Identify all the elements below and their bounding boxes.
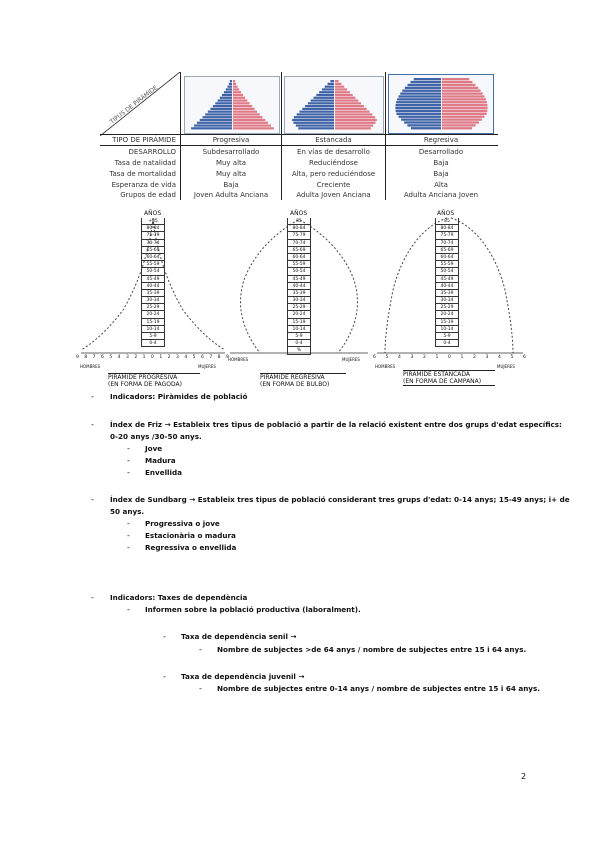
pyramid-bar-men: [222, 94, 232, 96]
axis-tick-label: 3: [485, 355, 489, 360]
pyr2-women-label: MUJERES: [342, 357, 360, 362]
axis-tick-label: 8: [84, 355, 88, 360]
pyramid-bar-women: [233, 86, 238, 88]
pyramid-bar-women: [233, 80, 235, 82]
cell: Reduciéndose: [309, 159, 358, 167]
friz-item-envellida: Envellida: [145, 468, 182, 477]
bullet-dash: -: [199, 684, 202, 693]
axis-tick-label: 8: [217, 355, 221, 360]
age-label: 30-34: [141, 297, 165, 304]
age-label: 65-69: [287, 247, 311, 254]
age-label: 10-14: [141, 326, 165, 333]
age-label: 75-79: [287, 232, 311, 239]
pyramid-bar-men: [224, 91, 232, 93]
axis-tick-label: 7: [92, 355, 96, 360]
axis-tick-label: 3: [410, 355, 414, 360]
bullet-sundbarg-line1: Índex de Sundbarg → Estableix tres tipus de població considerant tres grups d'edat: 0-14 anys; 15-49 anys; i+ de: [110, 495, 570, 504]
age-label: 15-19: [287, 319, 311, 326]
pyramid-bar-women: [233, 102, 250, 104]
pyr3-header: AÑOS: [437, 210, 455, 217]
pyramid-bar-men: [399, 95, 441, 97]
pyramid-bar-women: [233, 116, 262, 118]
bullet-dash: -: [163, 632, 166, 641]
pyr2-header: AÑOS: [290, 210, 308, 217]
pyramid-bar-women: [442, 121, 479, 123]
age-label: 20-24: [435, 311, 459, 318]
pyramid-bar-men: [294, 116, 334, 118]
pyramid-estancada: [375, 210, 525, 370]
pyramid-bar-women: [335, 105, 364, 107]
pyramid-bar-men: [404, 121, 441, 123]
pyramid-bar-women: [442, 127, 472, 129]
pyramid-regresiva: [230, 210, 368, 370]
pyr1-women-label: MUJERES: [198, 364, 216, 369]
bullet-dash: -: [127, 543, 130, 552]
age-label: 80-84: [435, 225, 459, 232]
axis-tick-label: 5: [385, 355, 389, 360]
pyramid-bar-men: [218, 99, 232, 101]
axis-tick-label: 9: [226, 355, 229, 360]
pyramid-bar-women: [442, 124, 476, 126]
pyr3-caption-line2: (EN FORMA DE CAMPANA): [403, 378, 482, 385]
juvenil-definition: Nombre de subjectes entre 0-14 anys / nombre de subjectes entre 15 i 64 anys.: [217, 684, 541, 693]
table-rule: [180, 72, 181, 200]
pyramid-bar-women: [335, 111, 370, 113]
pyr1-axis: [78, 355, 228, 363]
pyr2-caption-box: [260, 373, 346, 388]
bullet-taxes: Indicadors: Taxes de dependència: [110, 593, 248, 602]
pyramid-bar-men: [325, 86, 334, 88]
pyramid-bar-men: [316, 94, 334, 96]
senil-title: Taxa de dependència senil →: [181, 632, 297, 641]
pyramid-bar-women: [233, 99, 247, 101]
pyramid-bar-men: [401, 118, 441, 120]
pyramid-bar-women: [442, 118, 482, 120]
cell: Baja: [223, 181, 239, 189]
pyramid-bar-men: [200, 119, 232, 121]
pyramid-bar-men: [399, 116, 441, 118]
axis-tick-label: 3: [176, 355, 179, 360]
pyramid-bar-women: [233, 108, 255, 110]
cell: Muy alta: [215, 170, 247, 178]
pyramid-bar-men: [299, 111, 334, 113]
age-label: 0-4: [435, 340, 459, 347]
axis-tick-label: 5: [192, 355, 196, 360]
pyramid-bar-women: [335, 127, 371, 129]
cell: Muy alta: [215, 159, 247, 167]
axis-tick-label: 1: [435, 355, 439, 360]
bullet-dash: -: [127, 444, 130, 453]
pyramid-progresiva: [78, 210, 228, 370]
pyramid-bar-women: [335, 88, 347, 90]
age-label: 20-24: [287, 311, 311, 318]
axis-tick-label: 6: [201, 355, 204, 360]
bullet-dash: -: [91, 593, 94, 602]
pyramid-bar-women: [442, 116, 484, 118]
axis-tick-label: 4: [184, 355, 188, 360]
age-label: 75-79: [435, 232, 459, 239]
pyramid-bar-men: [227, 86, 232, 88]
header-regresiva: Regresiva: [423, 136, 459, 144]
axis-tick-label: 0: [448, 355, 451, 360]
pyr2-caption-line1: PIRÁMIDE REGRESIVA: [260, 374, 325, 381]
pyramid-bar-men: [205, 113, 232, 115]
age-label: 70-74: [141, 240, 165, 247]
pyramid-bar-men: [297, 113, 334, 115]
pyramid-bar-women: [233, 111, 257, 113]
pyramid-bar-women: [335, 116, 375, 118]
pyramid-bar-men: [322, 88, 334, 90]
pyramid-bar-women: [335, 124, 373, 126]
age-label: 70-74: [287, 240, 311, 247]
pyramid-bar-men: [396, 110, 441, 112]
pyramid-bar-women: [335, 108, 367, 110]
pyramid-bar-women: [335, 86, 344, 88]
age-label: 20-24: [141, 311, 165, 318]
pyramid-bar-women: [442, 92, 483, 94]
pyramid-bar-men: [215, 102, 232, 104]
axis-tick-label: 1: [460, 355, 464, 360]
cell: Alta, pero reduciéndose: [291, 170, 376, 178]
bullet-dash: -: [127, 519, 130, 528]
pyramid-bar-women: [442, 95, 484, 97]
juvenil-title: Taxa de dependència juvenil →: [181, 672, 305, 681]
cell: En vías de desarrollo: [297, 148, 370, 156]
age-label: 55-59: [287, 261, 311, 268]
corner-header-diagonal: [100, 72, 180, 136]
age-label: 10-14: [287, 326, 311, 333]
cell: Baja: [433, 159, 449, 167]
pyramid-bar-women: [442, 90, 481, 92]
pyramid-bar-men: [213, 105, 232, 107]
pyramid-bar-women: [233, 91, 241, 93]
age-label: 15-19: [141, 319, 165, 326]
bullet-dash: -: [163, 672, 166, 681]
pyramid-bar-women: [233, 127, 274, 129]
axis-tick-label: 2: [423, 355, 426, 360]
table-rule: [281, 72, 282, 200]
bullet-dash: -: [91, 392, 94, 401]
pyramid-bar-women: [335, 102, 361, 104]
age-label: 25-29: [435, 304, 459, 311]
age-label: 0-4: [287, 340, 311, 347]
row-label-desarrollo: DESARROLLO: [128, 148, 176, 156]
pyramid-bar-men: [296, 124, 334, 126]
pyramid-bar-men: [405, 87, 441, 89]
pyramid-bar-women: [233, 124, 271, 126]
pyramid-bar-women: [442, 87, 478, 89]
axis-tick-label: 3: [126, 355, 129, 360]
page-number: 2: [521, 772, 527, 781]
pyramid-bar-men: [293, 122, 334, 124]
pyramid-bar-women: [335, 80, 339, 82]
age-label: 30-34: [287, 297, 311, 304]
bullet-friz-line2: 0-20 anys /30-50 anys.: [110, 432, 202, 441]
pyramid-bar-women: [442, 78, 469, 80]
friz-item-jove: Jove: [145, 444, 163, 453]
pyramid-bar-women: [233, 119, 265, 121]
pyramid-bar-men: [298, 127, 334, 129]
pyramid-bar-women: [442, 98, 486, 100]
axis-tick-label: 7: [209, 355, 213, 360]
regresiva-pyramid-image: [388, 74, 494, 134]
pyramid-bar-men: [319, 91, 334, 93]
age-label: 5-9: [287, 333, 311, 340]
age-label: 65-69: [141, 247, 165, 254]
axis-tick-label: 4: [398, 355, 401, 360]
pyramid-bar-women: [335, 113, 372, 115]
cell: Adulta Anciana Joven: [403, 191, 479, 199]
pyramid-bar-men: [395, 107, 441, 109]
pyramid-bar-women: [335, 122, 376, 124]
sundbarg-item-2: Estacionària o madura: [145, 531, 236, 540]
pyramid-bar-women: [233, 97, 245, 99]
corner-label: TIPUS DE PIRÀMIDE: [108, 84, 160, 126]
pyr3-men-label: HOMBRES: [375, 364, 396, 369]
pyramid-bar-women: [233, 94, 243, 96]
taxes-sub: Informen sobre la població productiva (laboralment).: [145, 605, 361, 614]
pyramid-bar-men: [397, 98, 441, 100]
pyramid-bar-women: [335, 83, 341, 85]
row-label-natalidad: Tasa de natalidad: [114, 159, 176, 167]
age-label: %: [287, 347, 311, 354]
progresiva-pyramid-image: [184, 76, 280, 134]
pyr3-age-column: [435, 218, 459, 347]
age-label: 50-54: [287, 268, 311, 275]
pyramid-bar-women: [335, 97, 355, 99]
pyramid-bar-women: [442, 104, 487, 106]
pyramid-bar-men: [302, 108, 334, 110]
cell: Adulta Joven Anciana: [296, 191, 371, 199]
cell: Subdesarrollado: [202, 148, 260, 156]
axis-tick-label: 5: [109, 355, 113, 360]
pyramid-bar-women: [233, 113, 260, 115]
axis-tick-label: 4: [117, 355, 121, 360]
bullet-dash: -: [91, 420, 94, 429]
senil-definition: Nombre de subjectes >de 64 anys / nombre de subjectes entre 15 i 64 anys.: [217, 645, 527, 654]
pyr1-men-label: HOMBRES: [80, 364, 101, 369]
row-label-esperanza: Esperanza de vida: [111, 181, 176, 189]
age-label: 40-44: [141, 283, 165, 290]
cell: Joven Adulta Anciana: [193, 191, 269, 199]
pyramid-bar-men: [396, 104, 441, 106]
axis-tick-label: 0: [151, 355, 154, 360]
pyr1-header: AÑOS: [144, 210, 162, 217]
axis-tick-label: 4: [498, 355, 501, 360]
pyramid-bar-men: [414, 78, 441, 80]
age-label: 60-64: [141, 254, 165, 261]
age-label: 45-49: [435, 276, 459, 283]
cell: Creciente: [316, 181, 351, 189]
bullet-dash: -: [127, 605, 130, 614]
axis-tick-label: 2: [134, 355, 138, 360]
bullet-sundbarg-line2: 50 anys.: [110, 507, 145, 516]
friz-item-madura: Madura: [145, 456, 176, 465]
pyr3-caption-line1: PIRÁMIDE ESTANCADA: [403, 371, 470, 378]
axis-tick-label: 2: [473, 355, 476, 360]
pyramid-bar-men: [191, 127, 232, 129]
pyramid-bar-men: [203, 116, 232, 118]
age-label: 5-9: [435, 333, 459, 340]
pyramid-bar-women: [442, 101, 487, 103]
pyramid-bar-men: [330, 80, 334, 82]
pyramid-bar-women: [233, 88, 239, 90]
table-rule: [100, 145, 498, 146]
age-label: 55-59: [141, 261, 165, 268]
pyr3-axis: [375, 355, 525, 363]
age-label: +85: [141, 218, 165, 225]
regresiva-pyramid-svg: [389, 75, 493, 133]
pyramid-bar-women: [233, 105, 252, 107]
age-label: 5-9: [141, 333, 165, 340]
axis-tick-label: 9: [76, 355, 79, 360]
age-label: 50-54: [435, 268, 459, 275]
age-label: 50-54: [141, 268, 165, 275]
header-estancada: Estancada: [315, 136, 352, 144]
age-label: 35-39: [141, 290, 165, 297]
age-label: 85: [287, 218, 311, 225]
pyr2-men-label: HOMBRES: [228, 357, 249, 362]
axis-tick-label: 6: [523, 355, 526, 360]
pyramid-bar-men: [411, 127, 441, 129]
pyramid-bar-men: [408, 84, 441, 86]
pyramid-bar-men: [400, 92, 441, 94]
bullet-dash: -: [91, 495, 94, 504]
pyramid-bar-men: [226, 88, 232, 90]
pyramid-bar-men: [230, 80, 232, 82]
pyramid-bar-women: [335, 94, 353, 96]
pyramid-bar-men: [311, 99, 334, 101]
pyr1-age-column: [141, 218, 165, 347]
pyramid-bar-men: [229, 83, 232, 85]
pyramid-bar-women: [335, 91, 350, 93]
age-label: 40-44: [435, 283, 459, 290]
estancada-pyramid-image: [284, 76, 384, 134]
age-label: 80-84: [287, 225, 311, 232]
age-label: 35-39: [287, 290, 311, 297]
pyramid-bar-women: [442, 110, 487, 112]
axis-tick-label: 1: [142, 355, 146, 360]
pyramid-bar-men: [305, 105, 334, 107]
axis-tick-label: 2: [167, 355, 171, 360]
age-label: 0-4: [141, 340, 165, 347]
age-label: 45-49: [141, 276, 165, 283]
age-label: 25-29: [287, 304, 311, 311]
age-label: 15-19: [435, 319, 459, 326]
cell: Desarrollado: [418, 148, 464, 156]
pyramid-bar-men: [308, 102, 334, 104]
axis-tick-label: 6: [373, 355, 376, 360]
progresiva-pyramid-svg: [185, 77, 279, 133]
age-label: 60-64: [287, 254, 311, 261]
axis-tick-label: 6: [101, 355, 104, 360]
bullet-piramides: Indicadors: Piràmides de població: [110, 392, 248, 401]
pyr1-caption-line1: PIRÁMIDE PROGRESIVA: [108, 374, 178, 381]
pyr2-age-column: [287, 218, 311, 355]
age-label: 85: [435, 218, 459, 225]
pyramid-bar-men: [292, 119, 334, 121]
age-label: 30-34: [435, 297, 459, 304]
sundbarg-item-3: Regressiva o envellida: [145, 543, 237, 552]
bullet-dash: -: [127, 456, 130, 465]
axis-tick-label: 5: [510, 355, 514, 360]
pyramid-types-table: [100, 72, 526, 200]
row-label-mortalidad: Tasa de mortalidad: [109, 170, 176, 178]
pyr3-women-label: MUJERES: [497, 364, 515, 369]
bullet-friz-line1: Índex de Friz → Estableix tres tipus de població a partir de la relació existent entre dos grups d'edat específics:: [110, 420, 562, 429]
pyramid-bar-women: [442, 107, 488, 109]
pyramid-bar-men: [314, 97, 334, 99]
cell: Alta: [434, 181, 448, 189]
pyramid-bar-men: [328, 83, 334, 85]
pyramid-bar-women: [233, 122, 268, 124]
pyramid-bar-men: [208, 111, 232, 113]
pyr3-caption-box: [403, 370, 495, 386]
pyramid-bar-women: [442, 81, 472, 83]
age-label: 45-49: [287, 276, 311, 283]
pyramid-bar-men: [396, 113, 441, 115]
pyramid-bar-men: [197, 122, 232, 124]
sundbarg-item-1: Progressiva o jove: [145, 519, 220, 528]
pyramid-bar-women: [442, 113, 487, 115]
pyramid-bar-women: [442, 84, 475, 86]
age-label: 65-69: [435, 247, 459, 254]
pyramid-bar-women: [335, 119, 377, 121]
pyramid-bar-men: [210, 108, 232, 110]
table-rule: [100, 134, 498, 135]
pyr1-caption-box: [108, 373, 200, 388]
pyramid-bar-women: [233, 83, 236, 85]
pyramid-bar-men: [407, 124, 441, 126]
pyramid-bar-men: [411, 81, 441, 83]
age-label: 75-79: [141, 232, 165, 239]
pyramid-bar-men: [396, 101, 441, 103]
age-label: 10-14: [435, 326, 459, 333]
axis-tick-label: 1: [159, 355, 163, 360]
age-label: 35-39: [435, 290, 459, 297]
age-label: 55-59: [435, 261, 459, 268]
header-row-label: TIPO DE PIRÁMIDE: [112, 136, 176, 144]
age-label: 60-64: [435, 254, 459, 261]
age-label: 40-44: [287, 283, 311, 290]
row-label-grupos: Grupos de edad: [120, 191, 176, 199]
pyramid-bar-women: [335, 99, 358, 101]
pyramid-bar-men: [220, 97, 232, 99]
pyramid-bar-men: [402, 90, 441, 92]
bullet-dash: -: [199, 645, 202, 654]
pyr1-caption-line2: (EN FORMA DE PAGODA): [108, 381, 182, 388]
bullet-dash: -: [127, 468, 130, 477]
age-label: 70-74: [435, 240, 459, 247]
estancada-pyramid-svg: [285, 77, 383, 133]
header-progresiva: Progresiva: [212, 136, 250, 144]
table-rule: [385, 72, 386, 200]
age-label: 80-84: [141, 225, 165, 232]
bullet-dash: -: [127, 531, 130, 540]
cell: Baja: [433, 170, 449, 178]
pyramid-bar-men: [194, 124, 232, 126]
age-label: 25-29: [141, 304, 165, 311]
pyr2-caption-line2: (EN FORMA DE BULBO): [260, 381, 330, 388]
